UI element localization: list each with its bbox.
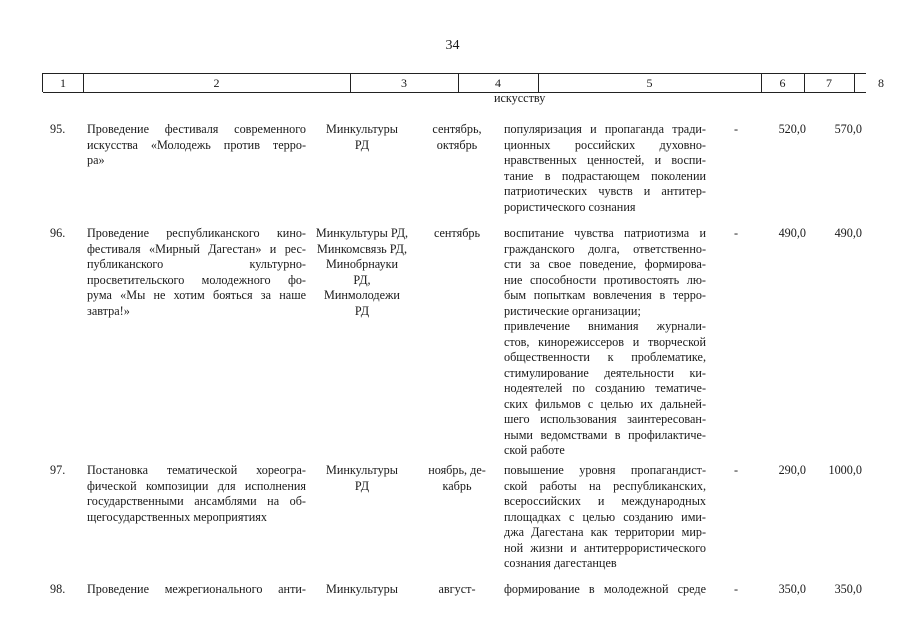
goal: популяризация и пропаганда тради- ционных российских духовно- нравственных ценностей, и воспи- тание в подрастающем поколении патриотических чувств и антитер- рористического сознания (504, 122, 706, 214)
executor: Минкультуры РД (326, 463, 398, 493)
col7-value: 520,0 (778, 122, 806, 136)
row-number: 98. (50, 582, 66, 596)
col7-value: 290,0 (778, 463, 806, 477)
event-name: Проведение межрегионального анти- (87, 582, 306, 596)
event-name: Проведение республиканского кино- фестиваля «Мирный Дагестан» и рес- публиканского культурно- просветительского молодежного фо- рума «Мы не хотим бояться за наше завтра!» (87, 226, 306, 318)
header-col-1: 1 (60, 76, 66, 90)
col6-value: - (733, 122, 739, 136)
header-col-6: 6 (779, 76, 786, 90)
col8-value: 570,0 (834, 122, 862, 136)
term: ноябрь, де- кабрь (428, 463, 486, 493)
header-col-3: 3 (401, 76, 407, 90)
col8-value: 350,0 (834, 582, 862, 596)
event-name: Постановка тематической хореогра- фической композиции для исполнения государственными ансамблями на об- щегосударственных мероприятиях (87, 463, 306, 524)
term: сентябрь, октябрь (432, 122, 482, 152)
event-name: Проведение фестиваля современного искусства «Молодежь против терро- ра» (87, 122, 306, 167)
col7-value: 350,0 (778, 582, 806, 596)
col8-value: 490,0 (834, 226, 862, 240)
col6-value: - (733, 226, 739, 240)
goal: формирование в молодежной среде (504, 582, 706, 596)
header-col-7: 7 (826, 76, 832, 90)
executor: Минкультуры РД, Минкомсвязь РД, Минобрнауки РД, Минмолодежи РД (315, 226, 409, 318)
continuation-text: искусству (494, 91, 546, 105)
row-number: 95. (50, 122, 66, 136)
goal: повышение уровня пропагандист- ской работы на республиканских, всероссийских и международных площадках с целью созданию ими- джа Дагестана как территории мир- ной жизни и антитеррористического сознания дагестанцев (504, 463, 706, 570)
term: сентябрь (433, 226, 481, 240)
page-number: 34 (445, 38, 460, 53)
col6-value: - (733, 463, 739, 477)
col7-value: 490,0 (778, 226, 806, 240)
header-col-4: 4 (495, 76, 501, 90)
col8-value: 1000,0 (828, 463, 862, 477)
row-number: 96. (50, 226, 66, 240)
executor: Минкультуры РД (326, 122, 398, 152)
executor: Минкультуры (326, 582, 398, 596)
goal: воспитание чувства патриотизма и гражданского долга, ответственно- сти за свое поведение, формирова- ние способности противостоять лю- бым попыткам вовлечения в терро- ристические организации; привлечение внимания журнали- стов, кинорежиссеров и творческой общественности к проблематике, стимулирование деятельности ки- нодеятелей по созданию тематиче- ских фильмов с целью их дальней- шего использования заинтересован- ными ведомствами в профилактиче- ской работе (504, 226, 706, 457)
header-col-5: 5 (646, 76, 653, 90)
term: август- (438, 582, 476, 596)
row-number: 97. (50, 463, 66, 477)
header-col-8: 8 (878, 76, 884, 90)
table-header-row (43, 73, 884, 93)
header-col-2: 2 (213, 76, 220, 90)
col6-value: - (733, 582, 739, 596)
